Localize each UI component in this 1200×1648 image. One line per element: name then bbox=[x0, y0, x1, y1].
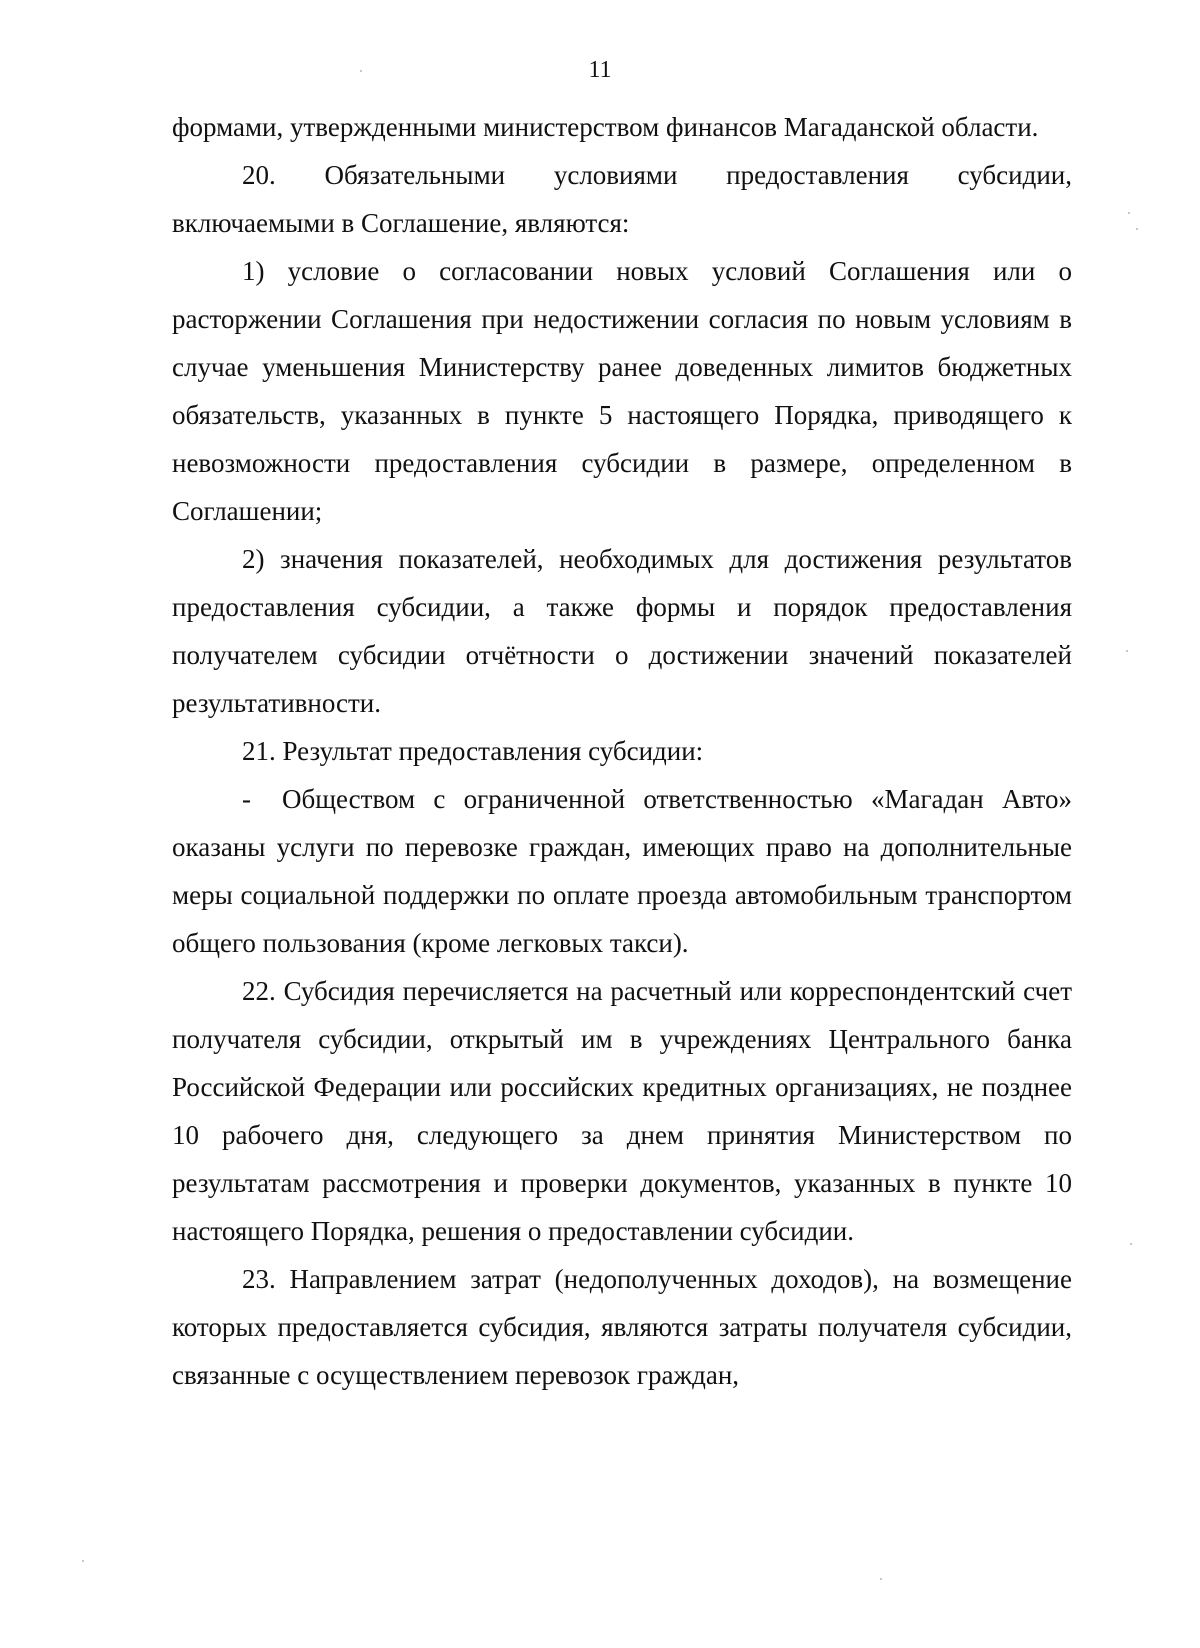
scan-speck bbox=[1130, 1243, 1132, 1245]
paragraph-continuation: формами, утвержденными министерством финансов Магаданской области. bbox=[172, 112, 1039, 142]
scan-speck bbox=[880, 1578, 882, 1580]
bullet-text: Обществом с ограниченной ответственностью «Магадан Авто» оказаны услуги по перевозке граждан, имеющих право на дополнительные меры социальной поддержки по оплате проезда автомобильным транспортом общего пользования (кроме легковых такси). bbox=[172, 784, 1072, 958]
page-number: 11 bbox=[588, 57, 612, 83]
scan-speck bbox=[360, 70, 362, 72]
paragraph-subitem-2: 2) значения показателей, необходимых для достижения результатов предоставления субсидии, а также формы и порядок предоставления получателем субсидии отчётности о достижении значений показателей результативности. bbox=[172, 544, 1072, 718]
paragraph-item-21: 21. Результат предоставления субсидии: bbox=[242, 736, 704, 766]
scan-speck bbox=[82, 1560, 84, 1562]
paragraph-item-22: 22. Субсидия перечисляется на расчетный или корреспондентский счет получателя субсидии, открытый им в учреждениях Центрального банка Российской Федерации или российских кредитных организациях, не позднее 10 рабочего дня, следующего за днем принятия Министерством по результатам рассмотрения и проверки документов, указанных в пункте 10 настоящего Порядка, решения о предоставлении субсидии. bbox=[172, 976, 1072, 1246]
paragraph-item-23: 23. Направлением затрат (недополученных доходов), на возмещение которых предоставляется субсидия, являются затраты получателя субсидии, связанные с осуществлением перевозок граждан, bbox=[172, 1264, 1072, 1390]
scan-speck bbox=[1136, 228, 1138, 230]
scan-speck bbox=[1128, 212, 1130, 214]
paragraph-item-20: 20. Обязательными условиями предоставления субсидии, включаемыми в Соглашение, являются: bbox=[172, 160, 1072, 238]
paragraph-bullet-result bbox=[172, 775, 1072, 967]
bullet-dash: - bbox=[242, 784, 251, 814]
scan-speck bbox=[1126, 650, 1128, 652]
document-body bbox=[172, 103, 1072, 1399]
paragraph-subitem-1: 1) условие о согласовании новых условий Соглашения или о расторжении Соглашения при недостижении согласия по новым условиям в случае уменьшения Министерству ранее доведенных лимитов бюджетных обязательств, указанных в пункте 5 настоящего Порядка, приводящего к невозможности предоставления субсидии в размере, определенном в Соглашении; bbox=[172, 256, 1072, 526]
